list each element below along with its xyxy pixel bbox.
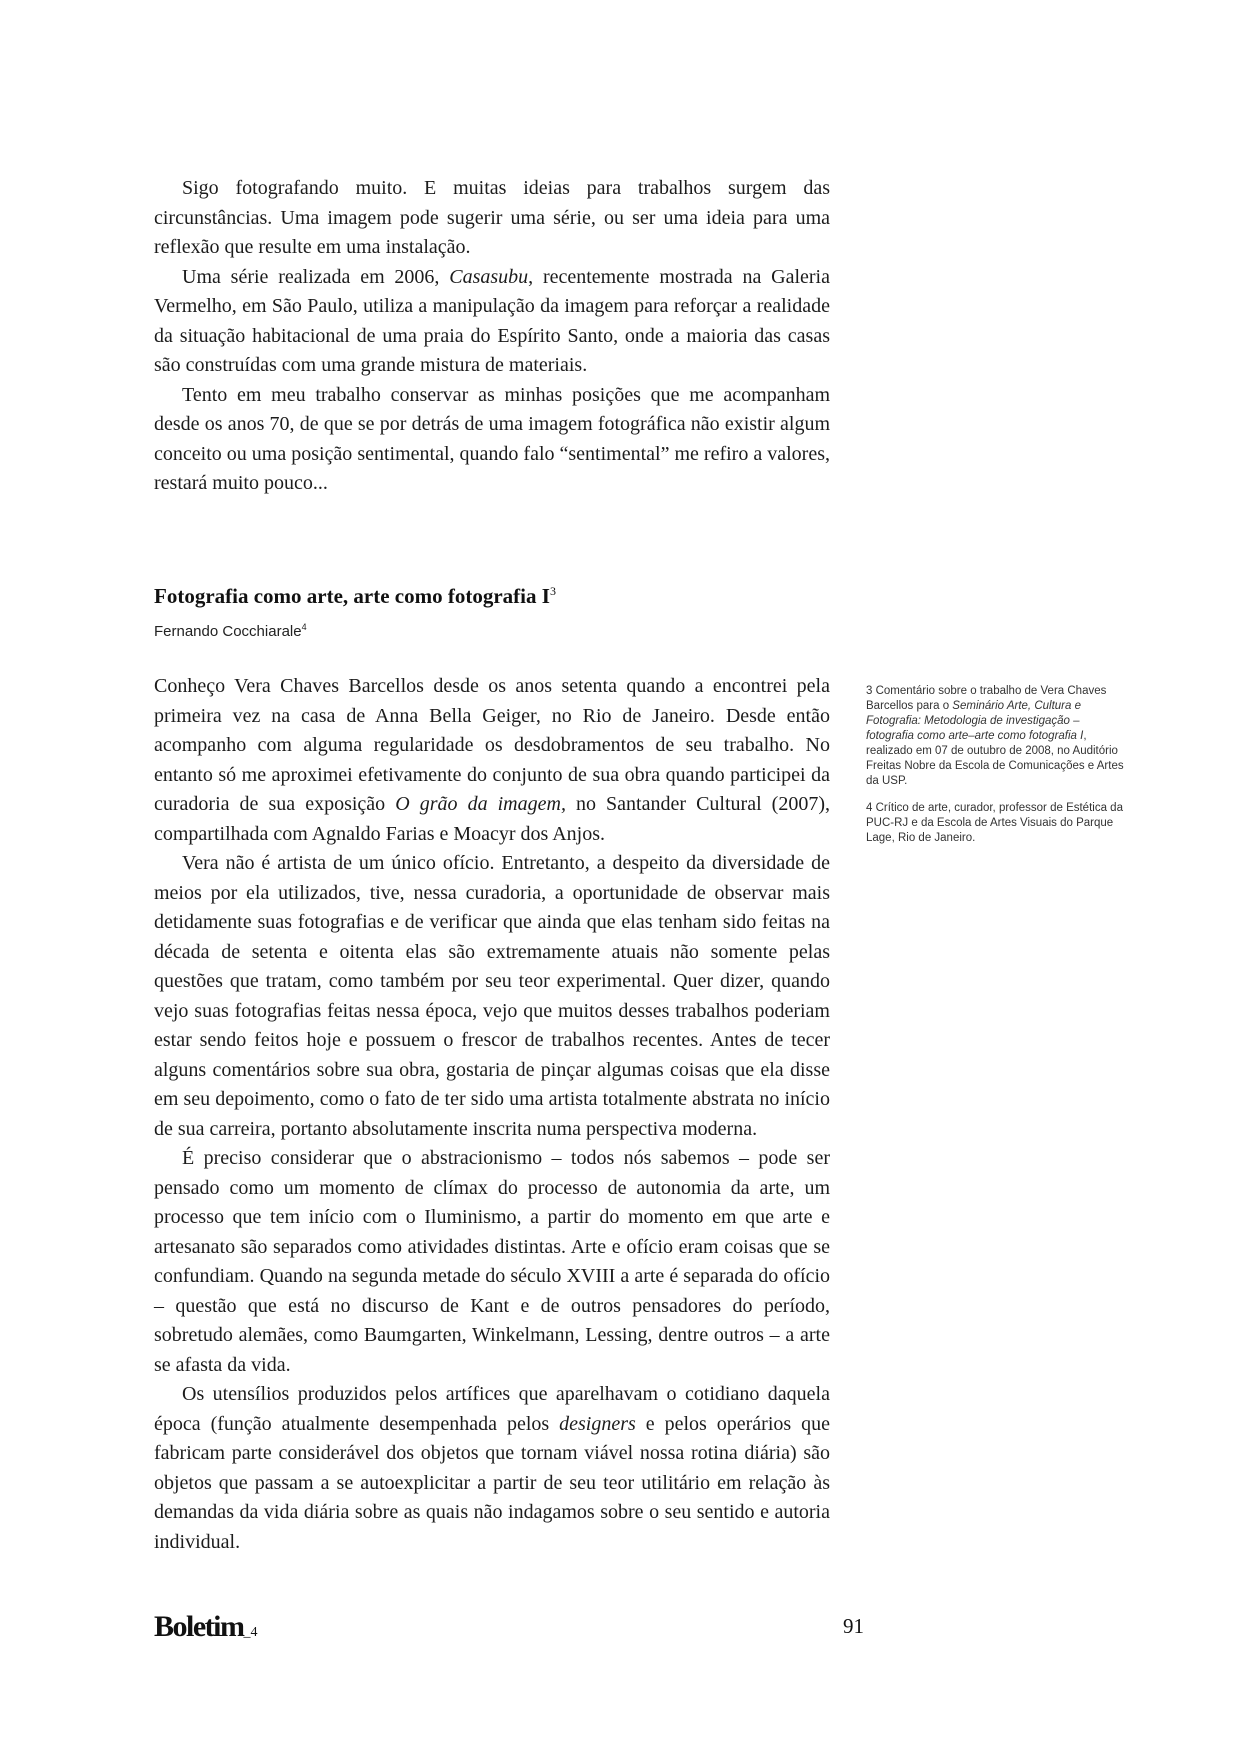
article-body (154, 672, 830, 1557)
article-author: Fernando Cocchiarale$^4$ (154, 622, 307, 640)
publication-logo: Boletim_4 (154, 1610, 258, 1643)
body-paragraph: Tento em meu trabalho conservar as minhas posições que me acompanham desde os anos 70, de que se por detrás de uma imagem fotográfica não existir algum conceito ou uma posição sentimental, quando falo “sentimental” me refiro a valores, restará muito pouco... (154, 383, 830, 494)
page-number: 91 (843, 1614, 864, 1638)
seminar-title: Seminário Arte, Cultura e Fotografia: Metodologia de investigação – fotografia como arte–arte como fotografia I (866, 700, 1084, 742)
emphasis-term: designers (559, 1412, 636, 1435)
body-paragraph: Vera não é artista de um único ofício. Entretanto, a despeito da diversidade de meios por ela utilizados, tive, nessa curadoria, a oportunidade de observar mais detidamente suas fotografias e de verificar que ainda que elas tenham sido feitas na década de setenta e oitenta elas são extremamente atuais não somente pelas questões que tratam, como também por seu teor experimental. Quer dizer, quando vejo suas fotografias feitas nessa época, vejo que muitos desses trabalhos poderiam estar sendo feitos hoje e possuem o frescor de trabalhos recentes. Antes de tecer alguns comentários sobre sua obra, gostaria de pinçar algumas coisas que ela disse em seu depoimento, como o fato de ter sido uma artista totalmente abstrata no início de sua carreira, portanto absolutamente inscrita numa perspectiva moderna. (154, 852, 830, 1140)
body-paragraph: É preciso considerar que o abstracionismo – todos nós sabemos – pode ser pensado como um momento de clímax do processo de autonomia da arte, um processo que tem início com o Iluminismo, a partir do momento em que arte e artesanato são separados como atividades distintas. Arte e ofício eram coisas que se confundiam. Quando na segunda metade do século XVIII a arte é separada do ofício – questão que está no discurso de Kant e de outros pensadores do período, sobretudo alemães, como Baumgarten, Winkelmann, Lessing, dentre outros – a arte se afasta da vida. (154, 1147, 830, 1376)
footnote: 4 Crítico de arte, curador, professor de Estética da PUC-RJ e da Escola de Artes Visuais do Parque Lage, Rio de Janeiro. (866, 802, 1123, 844)
body-paragraph: Os utensílios produzidos pelos artífices que aparelhavam o cotidiano daquela época (função atualmente desempenhada pelos designers e pelos operários que fabricam parte considerável dos objetos que tornam viável nossa rotina diária) são objetos que passam a se autoexplicitar a partir de seu teor utilitário em relação às demandas da vida diária sobre as quais não indagamos sobre o seu sentido e autoria individual. (154, 1383, 830, 1553)
body-paragraph: Conheço Vera Chaves Barcellos desde os anos setenta quando a encontrei pela primeira vez na casa de Anna Bella Geiger, no Rio de Janeiro. Desde então acompanho com alguma regularidade os desdobramentos de seu trabalho. No entanto só me aproximei efetivamente do conjunto de sua obra quando participei da curadoria de sua exposição O grão da imagem, no Santander Cultural (2007), compartilhada com Agnaldo Farias e Moacyr dos Anjos. (154, 675, 831, 845)
intro-text-block (154, 174, 830, 499)
footnote-ref: 3 (549, 584, 556, 598)
article-title: Fotografia como arte, arte como fotografia $I^3$ (154, 584, 556, 608)
footnote-ref: 4 (301, 622, 307, 632)
body-paragraph: Sigo fotografando muito. E muitas ideias para trabalhos surgem das circunstâncias. Uma imagem pode sugerir uma série, ou ser uma ideia para uma reflexão que resulte em uma instalação. (154, 177, 830, 258)
footnote: 3 Comentário sobre o trabalho de Vera Chaves Barcellos para o Seminário Arte, Cultura e Fotografia: Metodologia de investigação – fotografia como arte–arte como fotografia I, realizado em 07 de outubro de 2008, no Auditório Freitas Nobre da Escola de Comunicações e Artes da USP. (866, 685, 1124, 787)
body-paragraph: Uma série realizada em 2006, Casasubu, recentemente mostrada na Galeria Vermelho, em São Paulo, utiliza a manipulação da imagem para reforçar a realidade da situação habitacional de uma praia do Espírito Santo, onde a maioria das casas são construídas com uma grande mistura de materiais. (154, 265, 830, 376)
exhibition-title: O grão da imagem, (395, 793, 566, 815)
artwork-title: Casasubu (449, 265, 529, 288)
footnotes-sidebar (866, 684, 1128, 858)
issue-number: _4 (243, 1625, 258, 1640)
